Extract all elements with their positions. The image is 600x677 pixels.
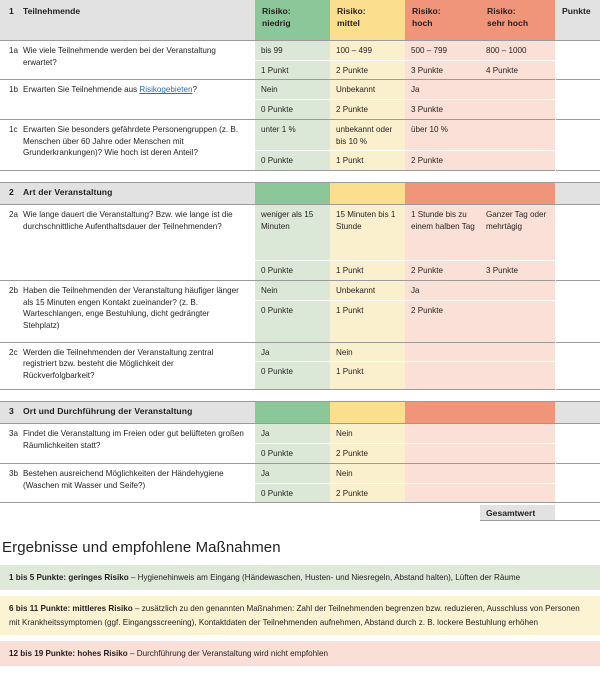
- section-3-number: 3: [0, 402, 22, 424]
- table-row: [0, 80, 600, 100]
- row-2a-points-high: 2 Punkte: [405, 261, 480, 281]
- table-row: [0, 41, 600, 61]
- results-heading: Ergebnisse und empfohlene Maßnahmen: [2, 539, 281, 557]
- section-2-swatch-points: [555, 183, 600, 205]
- section-3-title: Ort und Durchführung der Veranstaltung: [22, 402, 255, 424]
- row-3a-option-high: [405, 424, 480, 444]
- section-header-3: [0, 402, 600, 424]
- section-2-swatch-very-high: [480, 183, 555, 205]
- row-question-3b: Bestehen ausreichend Möglichkeiten der Händehygiene (Waschen mit Wasser und Seife?): [22, 463, 255, 502]
- gap-spacer: [0, 171, 600, 183]
- row-number-1c: 1c: [0, 119, 22, 170]
- gap-spacer: [0, 390, 600, 402]
- row-2a-points-low: 0 Punkte: [255, 261, 330, 281]
- row-2c-points-medium: 1 Punkt: [330, 362, 405, 390]
- row-3a-points-low: 0 Punkte: [255, 444, 330, 464]
- row-2b-option-high: Ja: [405, 280, 480, 300]
- row-2b-points-input[interactable]: [555, 280, 600, 342]
- section-3-swatch-medium: [330, 402, 405, 424]
- row-number-3b: 3b: [0, 463, 22, 502]
- row-2b-option-low: Nein: [255, 280, 330, 300]
- risk-very-high-line2: sehr hoch: [487, 18, 529, 29]
- table-row: [0, 205, 600, 261]
- section-3-swatch-low: [255, 402, 330, 424]
- table-row: [0, 424, 600, 444]
- total-value-input[interactable]: [555, 505, 600, 521]
- column-header-risk-low: [255, 0, 330, 41]
- result-low-risk-lead: 1 bis 5 Punkte: geringes Risiko: [9, 573, 129, 583]
- row-1c-option-high: über 10 %: [405, 119, 480, 150]
- column-header-risk-medium: [330, 0, 405, 41]
- row-3b-option-low: Ja: [255, 463, 330, 483]
- row-1b-question-post: ?: [192, 85, 197, 95]
- column-header-risk-high: [405, 0, 480, 41]
- section-3-swatch-high: [405, 402, 480, 424]
- row-1b-points-very-high: [480, 100, 555, 120]
- row-1a-points-low: 1 Punkt: [255, 60, 330, 80]
- row-2c-points-high: [405, 362, 480, 390]
- row-3b-option-high: [405, 463, 480, 483]
- row-2a-points-very-high: 3 Punkte: [480, 261, 555, 281]
- table-row: [0, 280, 600, 300]
- risk-medium-line1: Risiko:: [337, 6, 366, 16]
- row-2a-points-medium: 1 Punkt: [330, 261, 405, 281]
- section-2-swatch-high: [405, 183, 480, 205]
- table-gap-row: [0, 171, 600, 183]
- result-medium-risk: [0, 596, 600, 634]
- section-1-number: 1: [0, 0, 22, 41]
- row-question-2b: Haben die Teilnehmenden der Veranstaltung häufiger länger als 15 Minuten engen Kontakt zueinander? (z. B. Warteschlangen, enge Bestuhlung, dicht gedrängter Stehplatz): [22, 280, 255, 342]
- row-3b-option-very-high: [480, 463, 555, 483]
- row-1b-option-medium: Unbekannt: [330, 80, 405, 100]
- row-1a-option-medium: 100 – 499: [330, 41, 405, 61]
- row-3a-option-very-high: [480, 424, 555, 444]
- row-number-2b: 2b: [0, 280, 22, 342]
- results-section: [0, 539, 600, 665]
- result-high-risk: [0, 641, 600, 666]
- row-number-2c: 2c: [0, 342, 22, 390]
- row-question-2c: Werden die Teilnehmenden der Veranstaltung zentral registriert bzw. besteht die Möglichkeit der Rückverfolgbarkeit?: [22, 342, 255, 390]
- row-2c-option-medium: Nein: [330, 342, 405, 362]
- row-3b-points-medium: 2 Punkte: [330, 483, 405, 502]
- row-1b-points-medium: 2 Punkte: [330, 100, 405, 120]
- risk-very-high-line1: Risiko:: [487, 6, 516, 16]
- row-3a-points-input[interactable]: [555, 424, 600, 463]
- table-header-row: [0, 0, 600, 41]
- row-1a-points-medium: 2 Punkte: [330, 60, 405, 80]
- total-label: Gesamtwert: [480, 505, 555, 521]
- section-2-number: 2: [0, 183, 22, 205]
- row-2b-points-high: 2 Punkte: [405, 300, 480, 342]
- row-2c-points-very-high: [480, 362, 555, 390]
- row-3b-option-medium: Nein: [330, 463, 405, 483]
- row-3b-points-low: 0 Punkte: [255, 483, 330, 502]
- risk-low-line2: niedrig: [262, 18, 291, 29]
- row-2c-points-low: 0 Punkte: [255, 362, 330, 390]
- row-1b-question-pre: Erwarten Sie Teilnehmende aus: [23, 85, 140, 95]
- row-1a-points-very-high: 4 Punkte: [480, 60, 555, 80]
- row-question-1a: Wie viele Teilnehmende werden bei der Veranstaltung erwartet?: [22, 41, 255, 80]
- row-1c-points-input[interactable]: [555, 119, 600, 170]
- total-row: [0, 502, 600, 525]
- row-2c-option-low: Ja: [255, 342, 330, 362]
- row-1c-points-medium: 1 Punkt: [330, 151, 405, 171]
- row-1b-option-low: Nein: [255, 80, 330, 100]
- result-medium-risk-text: – zusätzlich zu den genannten Maßnahmen: Zahl der Teilnehmenden begrenzen bzw. reduzieren, Ausschluss von Personen mit Krankheitssymptomen (ggf. Eingangsscreening), Kontaktdaten der Teilnehmenden aufnehmen, Abstand durch z. B. lockere Bestuhlung erhöhen: [9, 604, 580, 627]
- row-2a-points-input[interactable]: [555, 205, 600, 281]
- table-gap-row: [0, 390, 600, 402]
- row-question-2a: Wie lange dauert die Veranstaltung? Bzw. wie lange ist die durchschnittliche Aufenthaltsdauer der Teilnehmenden?: [23, 210, 233, 231]
- result-low-risk: [0, 565, 600, 590]
- table-row: [0, 463, 600, 483]
- section-header-2: [0, 183, 600, 205]
- row-2a-option-very-high: Ganzer Tag oder mehrtägig: [480, 205, 555, 261]
- row-1c-option-low: unter 1 %: [255, 119, 330, 150]
- row-3b-points-very-high: [480, 483, 555, 502]
- row-1c-points-low: 0 Punkte: [255, 151, 330, 171]
- row-2b-points-medium: 1 Punkt: [330, 300, 405, 342]
- row-3a-points-very-high: [480, 444, 555, 464]
- row-1b-points-high: 3 Punkte: [405, 100, 480, 120]
- risk-low-line1: Risiko:: [262, 6, 291, 16]
- table-row: [0, 119, 600, 150]
- row-3a-points-high: [405, 444, 480, 464]
- row-1a-points-input[interactable]: [555, 41, 600, 80]
- row-1a-option-low: bis 99: [255, 41, 330, 61]
- row-1c-option-medium: unbekannt oder bis 10 %: [330, 119, 405, 150]
- row-1a-points-high: 3 Punkte: [405, 60, 480, 80]
- row-3a-option-medium: Nein: [330, 424, 405, 444]
- row-2c-option-very-high: [480, 342, 555, 362]
- result-medium-risk-lead: 6 bis 11 Punkte: mittleres Risiko: [9, 604, 133, 614]
- row-1a-option-very-high: 800 – 1000: [480, 41, 555, 61]
- table-row: [0, 342, 600, 362]
- row-2a-option-high: 1 Stunde bis zu einem halben Tag: [405, 205, 480, 261]
- row-number-3a: 3a: [9, 429, 19, 439]
- row-3b-points-high: [405, 483, 480, 502]
- row-question-1b: [22, 80, 255, 119]
- row-question-1c: Erwarten Sie besonders gefährdete Personengruppen (z. B. Menschen über 60 Jahre oder Menschen mit Grunderkrankungen)? Wie hoch ist deren Anteil?: [22, 119, 255, 170]
- row-3a-option-low: Ja: [255, 424, 330, 444]
- row-3b-points-input[interactable]: [555, 463, 600, 502]
- row-1c-points-high: 2 Punkte: [405, 151, 480, 171]
- row-2b-points-low: 0 Punkte: [255, 300, 330, 342]
- row-2c-points-input[interactable]: [555, 342, 600, 390]
- result-high-risk-text: – Durchführung der Veranstaltung wird nicht empfohlen: [127, 648, 328, 658]
- row-2b-points-very-high: [480, 300, 555, 342]
- row-1b-option-high: Ja: [405, 80, 480, 100]
- row-number-1b: 1b: [0, 80, 22, 119]
- column-header-risk-very-high: [480, 0, 555, 41]
- row-2c-option-high: [405, 342, 480, 362]
- row-number-2a: 2a: [9, 210, 19, 220]
- result-low-risk-text: – Hygienehinweis am Eingang (Händewaschen, Husten- und Niesregeln, Abstand halten), Lüften der Räume: [128, 573, 521, 583]
- row-2a-option-low: weniger als 15 Minuten: [255, 205, 330, 261]
- row-3a-points-medium: 2 Punkte: [330, 444, 405, 464]
- risk-medium-line2: mittel: [337, 18, 360, 29]
- row-1c-points-very-high: [480, 151, 555, 171]
- row-question-3a: Findet die Veranstaltung im Freien oder gut belüfteten großen Räumlichkeiten statt?: [23, 429, 244, 451]
- section-3-swatch-very-high: [480, 402, 555, 424]
- row-1b-points-low: 0 Punkte: [255, 100, 330, 120]
- row-2b-option-medium: Unbekannt: [330, 280, 405, 300]
- row-2a-option-medium: 15 Minuten bis 1 Stunde: [330, 205, 405, 261]
- row-2b-option-very-high: [480, 280, 555, 300]
- section-2-title: Art der Veranstaltung: [22, 183, 255, 205]
- risk-high-line1: Risiko:: [412, 6, 441, 16]
- column-header-points: Punkte: [555, 0, 600, 41]
- risikogebieten-link[interactable]: Risikogebieten: [139, 85, 193, 95]
- section-3-swatch-points: [555, 402, 600, 424]
- result-high-risk-lead: 12 bis 19 Punkte: hohes Risiko: [9, 648, 128, 658]
- row-1b-option-very-high: [480, 80, 555, 100]
- row-1a-option-high: 500 – 799: [405, 41, 480, 61]
- section-2-swatch-low: [255, 183, 330, 205]
- section-1-title: Teilnehmende: [22, 0, 255, 41]
- section-2-swatch-medium: [330, 183, 405, 205]
- row-1b-points-input[interactable]: [555, 80, 600, 119]
- risk-high-line2: hoch: [412, 18, 433, 29]
- row-number-1a: 1a: [0, 41, 22, 80]
- row-1c-option-very-high: [480, 119, 555, 150]
